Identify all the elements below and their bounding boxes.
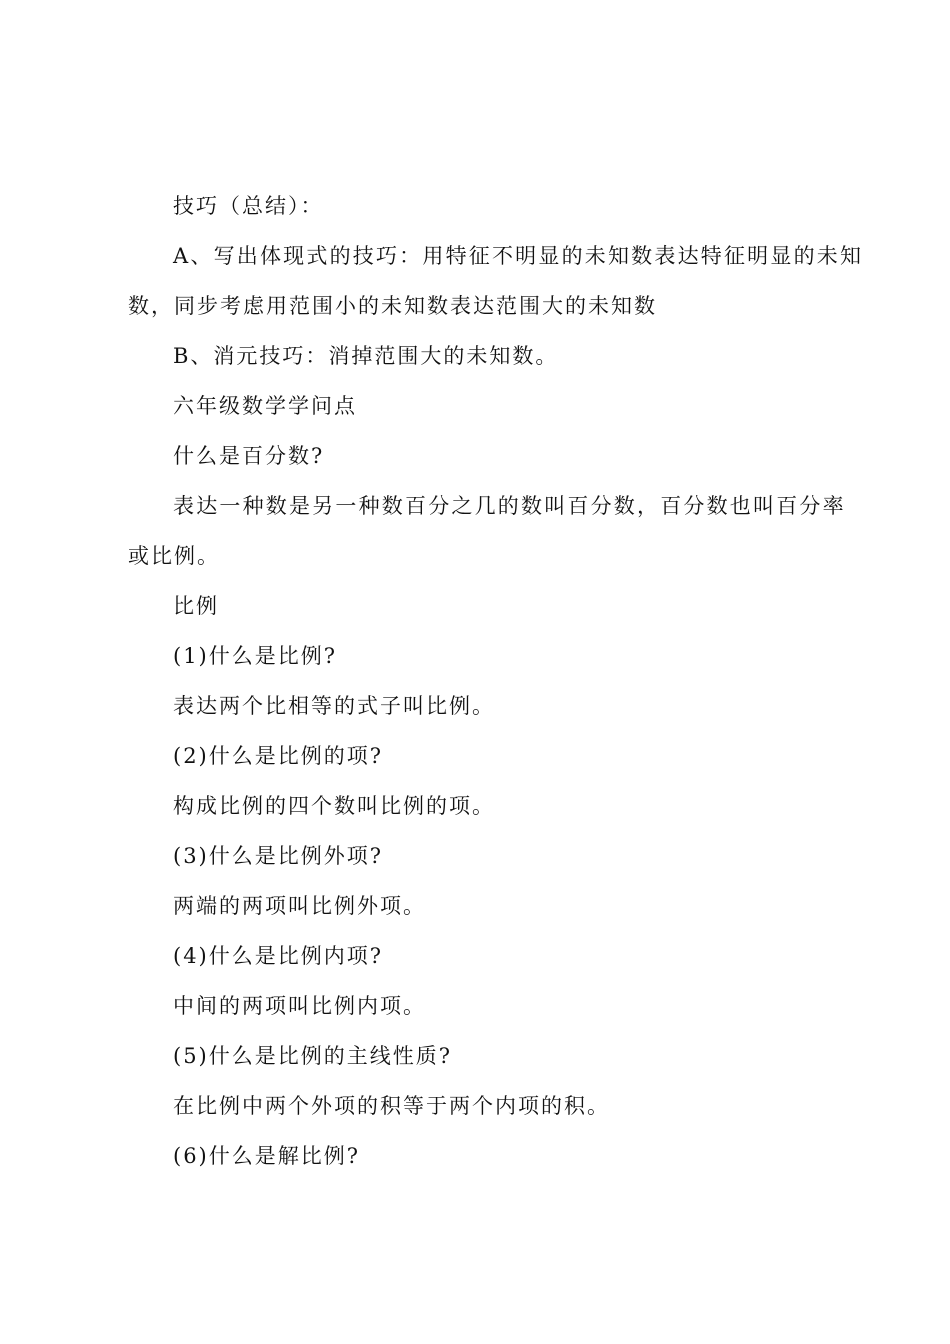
- paragraph-technique-a-line2: 数，同步考虑用范围小的未知数表达范围大的未知数: [128, 294, 657, 318]
- question-4: (4)什么是比例内项?: [173, 944, 384, 968]
- question-2: (2)什么是比例的项?: [173, 744, 384, 768]
- question-6: (6)什么是解比例?: [173, 1144, 361, 1168]
- question-3: (3)什么是比例外项?: [173, 844, 384, 868]
- answer-1: 表达两个比相等的式子叫比例。: [173, 694, 495, 718]
- paragraph-technique-a-line1: A、写出体现式的技巧：用特征不明显的未知数表达特征明显的未知: [173, 244, 864, 268]
- answer-percent-line2: 或比例。: [128, 544, 220, 568]
- answer-5: 在比例中两个外项的积等于两个内项的积。: [173, 1094, 610, 1118]
- paragraph-techniques-heading: 技巧（总结）：: [173, 194, 324, 218]
- question-percent: 什么是百分数?: [173, 444, 325, 468]
- paragraph-technique-b: B、消元技巧：消掉范围大的未知数。: [173, 344, 559, 368]
- question-5: (5)什么是比例的主线性质?: [173, 1044, 453, 1068]
- answer-3: 两端的两项叫比例外项。: [173, 894, 426, 918]
- section-heading-grade6: 六年级数学学问点: [173, 394, 357, 418]
- answer-percent-line1: 表达一种数是另一种数百分之几的数叫百分数，百分数也叫百分率: [173, 494, 846, 518]
- question-1: (1)什么是比例?: [173, 644, 338, 668]
- answer-2: 构成比例的四个数叫比例的项。: [173, 794, 495, 818]
- answer-4: 中间的两项叫比例内项。: [173, 994, 426, 1018]
- section-heading-ratio: 比例: [173, 594, 219, 618]
